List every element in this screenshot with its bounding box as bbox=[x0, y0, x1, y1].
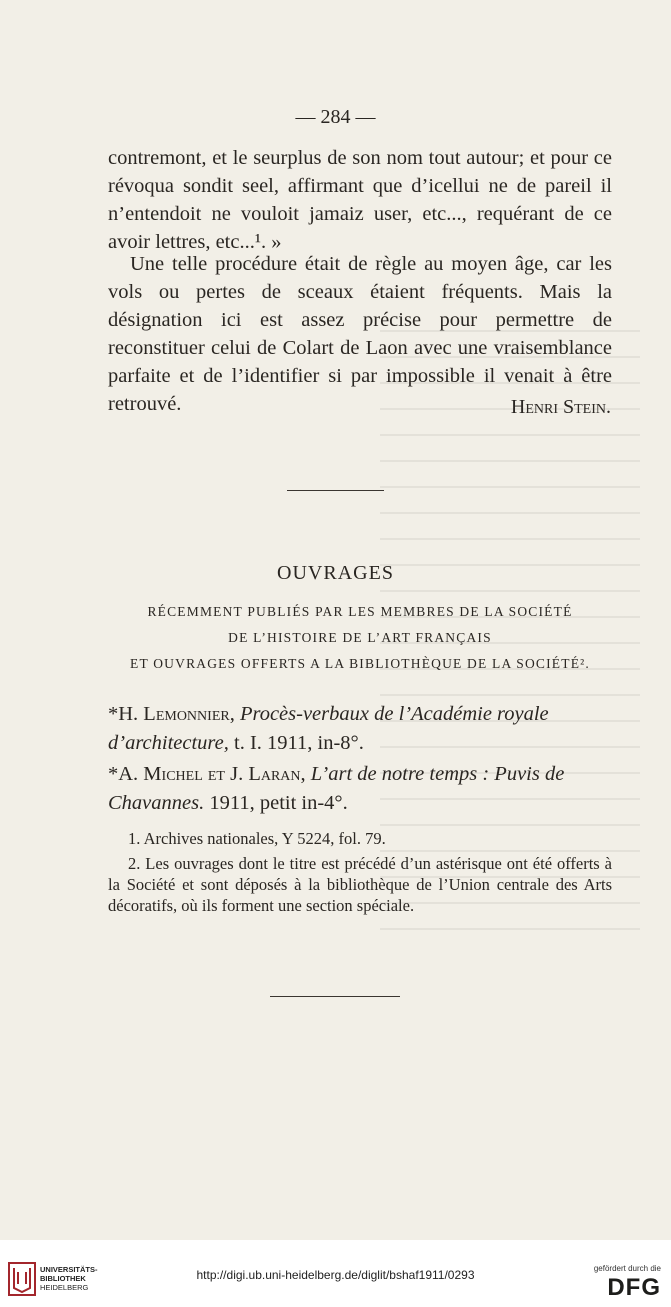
dfg-logo[interactable]: DFG bbox=[607, 1274, 661, 1301]
entry-title: L’art de notre temps : Puvis de Chavannes. bbox=[108, 763, 565, 814]
funding-label: gefördert durch die bbox=[593, 1264, 661, 1273]
author-signature: Henri Stein. bbox=[510, 396, 611, 418]
footnote-2: 2. Les ouvrages dont le titre est précédé d’un astérisque ont été offerts à la Société et sont déposés à la bibliothèque de l’Union centrale des Arts décoratifs, où ils forment une section spéciale. bbox=[108, 854, 612, 915]
entry-title: Procès-verbaux de l’Académie royale d’architecture, bbox=[108, 703, 549, 754]
digitization-footer bbox=[0, 1240, 671, 1307]
paragraph-quote-end: contremont, et le seurplus de son nom tout autour; et pour ce révoqua sondit seel, affirmant que d’icellui ne de pareil il n’entendoit ne vouloit jamaiz user, etc..., requérant de ce avoir lettres, etc...¹. » bbox=[108, 147, 612, 253]
page-number: — 284 — bbox=[295, 106, 376, 128]
section-title: OUVRAGES bbox=[277, 562, 394, 584]
entry-details: 1911, petit in-4°. bbox=[209, 792, 348, 814]
library-name-line: BIBLIOTHEK bbox=[40, 1274, 86, 1283]
library-name-line: UNIVERSITÄTS- bbox=[40, 1265, 98, 1274]
library-name-line: HEIDELBERG bbox=[40, 1283, 89, 1292]
section-subtitle-2: DE L’HISTOIRE DE L’ART FRANÇAIS bbox=[228, 630, 492, 645]
asterisk-marker: * bbox=[108, 763, 119, 785]
bibliography-entry bbox=[108, 760, 612, 818]
source-url-link[interactable]: http://digi.ub.uni-heidelberg.de/diglit/bshaf1911/0293 bbox=[196, 1268, 475, 1282]
bibliography-entry bbox=[108, 700, 612, 758]
paragraph-main: Une telle procédure était de règle au moyen âge, car les vols ou pertes de sceaux étaient fréquents. Mais la désignation ici est assez précise pour permettre de reconstituer celui de Colart de Laon avec une vraisemblance parfaite et de l’identifier si par impossible il venait à être retrouvé. bbox=[108, 253, 612, 415]
end-rule bbox=[270, 996, 400, 997]
footnote-1: 1. Archives nationales, Y 5224, fol. 79. bbox=[128, 829, 386, 848]
section-divider bbox=[287, 490, 384, 491]
entry-details: t. I. 1911, in-8°. bbox=[234, 732, 364, 754]
entry-author: A. Michel et J. Laran, bbox=[118, 763, 306, 785]
section-subtitle-3: ET OUVRAGES OFFERTS A LA BIBLIOTHÈQUE DE LA SOCIÉTÉ². bbox=[130, 656, 590, 671]
section-subtitle-1: RÉCEMMENT PUBLIÉS PAR LES MEMBRES DE LA SOCIÉTÉ bbox=[147, 604, 573, 619]
entry-author: H. Lemonnier, bbox=[118, 703, 235, 725]
asterisk-marker: * bbox=[108, 703, 119, 725]
